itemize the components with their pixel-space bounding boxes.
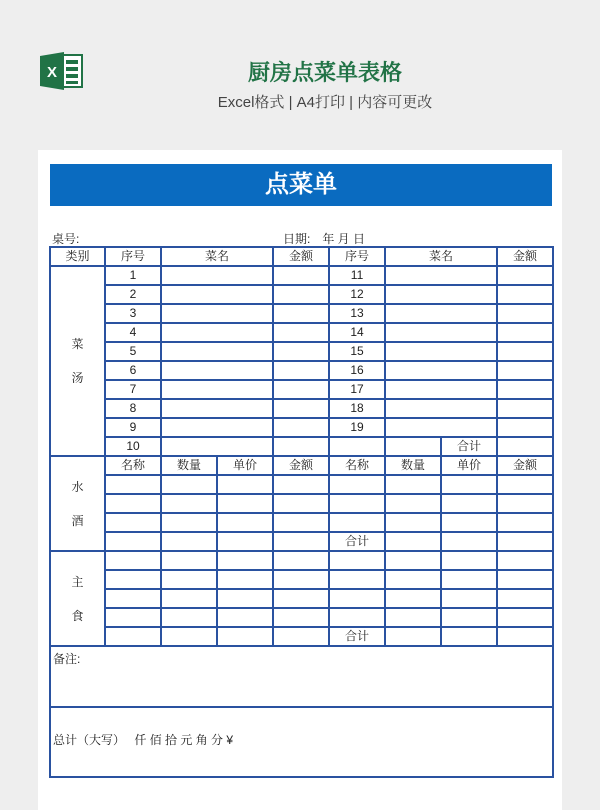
column-header: 名称 [329,456,385,475]
column-header: 菜名 [161,247,273,266]
input-cell[interactable] [497,589,553,608]
notes-field[interactable] [50,646,553,707]
dish-number: 11 [329,266,385,285]
category-staples [50,551,105,646]
category-char: 酒 [71,513,84,528]
table-row [50,494,553,513]
order-form [38,150,562,810]
input-cell[interactable] [217,608,273,627]
dish-name-cell[interactable] [385,266,497,285]
input-cell[interactable] [105,494,161,513]
dish-number: 8 [105,399,161,418]
category-char: 食 [71,608,84,623]
table-row [50,551,553,570]
dish-name-cell[interactable] [161,361,273,380]
input-cell[interactable] [217,589,273,608]
order-table [49,246,554,778]
category-char: 菜 [71,337,84,351]
amount-cell[interactable] [273,304,329,323]
input-cell[interactable] [497,627,553,646]
column-header: 序号 [329,247,385,266]
table-row [50,646,553,707]
input-cell[interactable] [161,513,217,532]
dish-name-cell[interactable] [385,342,497,361]
input-cell[interactable] [217,551,273,570]
amount-cell[interactable] [497,361,553,380]
amount-cell[interactable] [273,399,329,418]
input-cell[interactable] [161,570,217,589]
input-cell[interactable] [273,589,329,608]
empty-cell [385,437,441,456]
dish-number: 9 [105,418,161,437]
table-row [50,266,553,285]
input-cell[interactable] [105,551,161,570]
input-cell[interactable] [385,475,441,494]
amount-cell[interactable] [497,380,553,399]
input-cell[interactable] [385,627,441,646]
input-cell[interactable] [161,551,217,570]
input-cell[interactable] [329,513,385,532]
table-row [50,589,553,608]
category-dishes [50,266,105,456]
dish-number: 14 [329,323,385,342]
notes-label: 备注: [53,652,81,666]
dish-name-cell[interactable] [161,266,273,285]
input-cell[interactable] [217,532,273,551]
input-cell[interactable] [217,513,273,532]
input-cell[interactable] [329,475,385,494]
input-cell[interactable] [497,513,553,532]
input-cell[interactable] [497,475,553,494]
dish-number: 7 [105,380,161,399]
table-row [50,323,553,342]
amount-cell[interactable] [497,399,553,418]
input-cell[interactable] [441,532,497,551]
table-row [50,361,553,380]
column-header: 金额 [497,247,553,266]
amount-cell[interactable] [273,380,329,399]
amount-cell[interactable] [273,285,329,304]
dish-number: 15 [329,342,385,361]
input-cell[interactable] [385,513,441,532]
input-cell[interactable] [385,570,441,589]
date-label: 日期: 年 月 日 [283,232,366,246]
table-row [50,418,553,437]
column-header: 单价 [217,456,273,475]
column-header: 金额 [497,456,553,475]
dish-number: 13 [329,304,385,323]
category-char: 主 [71,574,84,589]
input-cell[interactable] [329,589,385,608]
page-title: 厨房点菜单表格 [247,60,402,85]
dish-number: 1 [105,266,161,285]
table-row [50,285,553,304]
input-cell[interactable] [161,627,217,646]
input-cell[interactable] [497,570,553,589]
table-row [50,532,553,551]
table-row [50,380,553,399]
input-cell[interactable] [441,494,497,513]
total-field[interactable] [50,707,553,777]
input-cell[interactable] [105,532,161,551]
dish-name-cell[interactable] [161,323,273,342]
input-cell[interactable] [273,532,329,551]
input-cell[interactable] [161,608,217,627]
dish-name-cell[interactable] [385,285,497,304]
category-char: 水 [71,479,84,494]
input-cell[interactable] [385,589,441,608]
dish-name-cell[interactable] [385,380,497,399]
table-row [50,437,553,456]
dish-number: 16 [329,361,385,380]
input-cell[interactable] [273,513,329,532]
dish-number: 18 [329,399,385,418]
amount-cell[interactable] [497,437,553,456]
dish-number: 6 [105,361,161,380]
dish-name-cell[interactable] [385,323,497,342]
input-cell[interactable] [497,608,553,627]
input-cell[interactable] [105,475,161,494]
amount-cell[interactable] [497,418,553,437]
table-row [50,456,553,475]
amount-cell[interactable] [273,361,329,380]
dish-name-cell[interactable] [161,399,273,418]
input-cell[interactable] [105,627,161,646]
amount-cell[interactable] [497,323,553,342]
amount-cell[interactable] [497,304,553,323]
table-row [50,707,553,777]
subtotal-label: 合计 [441,437,497,456]
input-cell[interactable] [105,608,161,627]
input-cell[interactable] [385,532,441,551]
dish-name-cell[interactable] [161,285,273,304]
amount-cell[interactable] [273,323,329,342]
dish-name-cell[interactable] [161,437,273,456]
input-cell[interactable] [273,608,329,627]
dish-number: 3 [105,304,161,323]
dish-name-cell[interactable] [385,361,497,380]
input-cell[interactable] [161,532,217,551]
input-cell[interactable] [161,475,217,494]
dish-name-cell[interactable] [161,304,273,323]
input-cell[interactable] [385,551,441,570]
svg-text:X: X [46,64,58,81]
input-cell[interactable] [441,551,497,570]
dish-number: 19 [329,418,385,437]
input-cell[interactable] [497,532,553,551]
table-row [50,247,553,266]
dish-name-cell[interactable] [385,418,497,437]
dish-number: 4 [105,323,161,342]
amount-cell[interactable] [273,266,329,285]
input-cell[interactable] [273,627,329,646]
dish-number: 2 [105,285,161,304]
table-row [50,342,553,361]
column-header: 金额 [273,456,329,475]
input-cell[interactable] [105,570,161,589]
column-header: 单价 [441,456,497,475]
amount-cell[interactable] [273,437,329,456]
input-cell[interactable] [441,513,497,532]
amount-cell[interactable] [497,285,553,304]
input-cell[interactable] [161,589,217,608]
input-cell[interactable] [497,551,553,570]
dish-number: 12 [329,285,385,304]
input-cell[interactable] [441,475,497,494]
input-cell[interactable] [385,494,441,513]
column-header: 序号 [105,247,161,266]
input-cell[interactable] [217,627,273,646]
column-header: 名称 [105,456,161,475]
column-header: 数量 [161,456,217,475]
total-label: 总计（大写） 仟 佰 拾 元 角 分 ¥ [53,733,234,747]
dish-number-cell[interactable] [329,437,385,456]
amount-cell[interactable] [273,418,329,437]
input-cell[interactable] [161,494,217,513]
column-header: 类别 [50,247,105,266]
input-cell[interactable] [329,494,385,513]
table-row [50,399,553,418]
input-cell[interactable] [105,513,161,532]
subtotal-label: 合计 [329,532,385,551]
dish-name-cell[interactable] [161,342,273,361]
input-cell[interactable] [329,551,385,570]
input-cell[interactable] [217,494,273,513]
input-cell[interactable] [217,570,273,589]
subtotal-label: 合计 [329,627,385,646]
form-banner: 点菜单 [50,164,552,206]
dish-number: 5 [105,342,161,361]
table-number-label: 桌号: [52,232,80,246]
amount-cell[interactable] [497,266,553,285]
table-row [50,513,553,532]
column-header: 菜名 [385,247,497,266]
input-cell[interactable] [441,608,497,627]
table-row [50,608,553,627]
amount-cell[interactable] [497,342,553,361]
dish-name-cell[interactable] [385,399,497,418]
table-row [50,570,553,589]
dish-name-cell[interactable] [385,304,497,323]
input-cell[interactable] [441,589,497,608]
column-header: 金额 [273,247,329,266]
input-cell[interactable] [441,627,497,646]
amount-cell[interactable] [273,342,329,361]
input-cell[interactable] [385,608,441,627]
input-cell[interactable] [441,570,497,589]
input-cell[interactable] [497,494,553,513]
dish-number: 10 [105,437,161,456]
input-cell[interactable] [329,570,385,589]
table-row [50,475,553,494]
input-cell[interactable] [273,570,329,589]
input-cell[interactable] [273,475,329,494]
category-drinks [50,456,105,551]
page-subtitle: Excel格式 | A4打印 | 内容可更改 [217,94,433,111]
dish-name-cell[interactable] [161,418,273,437]
input-cell[interactable] [329,608,385,627]
table-row [50,627,553,646]
input-cell[interactable] [217,475,273,494]
table-row [50,304,553,323]
dish-number: 17 [329,380,385,399]
dish-name-cell[interactable] [161,380,273,399]
column-header: 数量 [385,456,441,475]
category-char: 汤 [71,371,84,385]
input-cell[interactable] [273,551,329,570]
input-cell[interactable] [105,589,161,608]
input-cell[interactable] [273,494,329,513]
